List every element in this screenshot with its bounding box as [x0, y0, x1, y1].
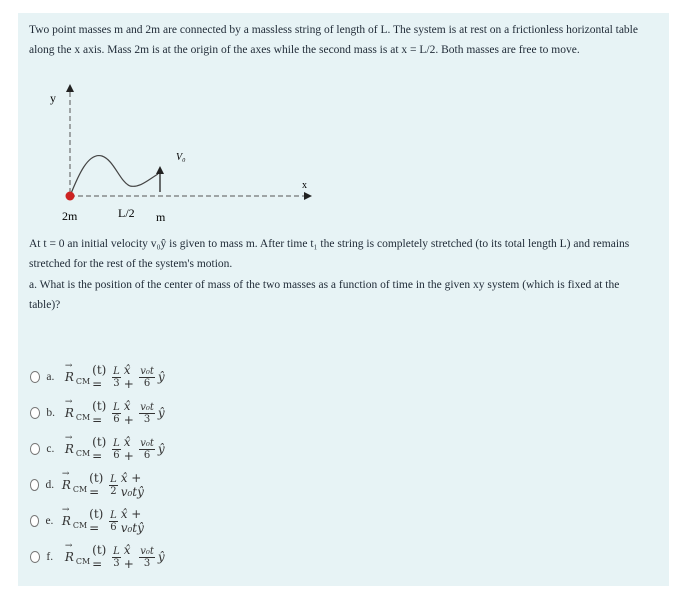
option-letter: b. [46, 407, 55, 419]
option-f[interactable] [30, 542, 165, 572]
option-c[interactable] [30, 434, 165, 464]
y-axis-arrow-icon [66, 84, 74, 92]
option-formula: → R CM (t) = $\frac{L}{6}$ x̂ + $\frac{\text{v₀t}}{3}$ ŷ [64, 397, 165, 427]
option-a[interactable] [30, 362, 165, 392]
radio-button[interactable] [30, 479, 39, 491]
mass-2m-dot [66, 192, 75, 201]
radio-button[interactable] [30, 407, 40, 419]
option-formula: → R CM (t) = $\frac{L}{6}$ x̂ + $\frac{\text{v₀t}}{6}$ ŷ [64, 433, 165, 463]
option-formula: → R CM (t) = $\frac{L}{6}$ x̂ + v₀tŷ [61, 505, 144, 535]
velocity-arrow-icon [156, 166, 164, 174]
option-e[interactable] [30, 506, 149, 536]
option-b[interactable] [30, 398, 165, 428]
string [70, 156, 158, 196]
x-axis-label: x [302, 180, 307, 191]
option-letter: a. [46, 371, 55, 383]
radio-button[interactable] [30, 443, 40, 455]
option-letter: f. [46, 551, 54, 563]
option-formula: → R CM (t) = $\frac{L}{2}$ x̂ + v₀tŷ [61, 469, 144, 499]
mass-left-label: 2m [62, 209, 78, 223]
y-axis-label: y [50, 91, 56, 105]
option-letter: e. [45, 515, 54, 527]
distance-label: L/2 [118, 206, 135, 220]
problem-intro: Two point masses m and 2m are connected by a massless string of length of L. The system is at rest on a frictionless horizontal table along the x axis. Mass 2m is at the origin of the axes while the second mass is at x = L/2. Both masses are free to move. [29, 24, 638, 56]
option-letter: d. [45, 479, 55, 491]
problem-setup: At t = 0 an initial velocity v₀ŷ is given to mass m. After time t₁ the string is completely stretched (to its total length L) and remains stretched for the rest of the system's motion. [29, 238, 630, 270]
x-axis-arrow-icon [304, 192, 312, 200]
option-formula: → R CM (t) = $\frac{L}{3}$ x̂ + $\frac{\text{v₀t}}{3}$ ŷ [64, 541, 165, 571]
physics-diagram [40, 84, 340, 234]
option-formula: → R CM (t) = $\frac{L}{3}$ x̂ + $\frac{\text{v₀t}}{6}$ ŷ [64, 361, 165, 391]
radio-button[interactable] [30, 371, 40, 383]
mass-right-label: m [156, 210, 166, 224]
option-letter: c. [46, 443, 55, 455]
option-d[interactable] [30, 470, 149, 500]
problem-question: a. What is the position of the center of mass of the two masses as a function of time in the given xy system (which is fixed at the table)? [29, 279, 620, 311]
radio-button[interactable] [30, 515, 39, 527]
velocity-label: V₀ [176, 152, 186, 163]
radio-button[interactable] [30, 551, 40, 563]
